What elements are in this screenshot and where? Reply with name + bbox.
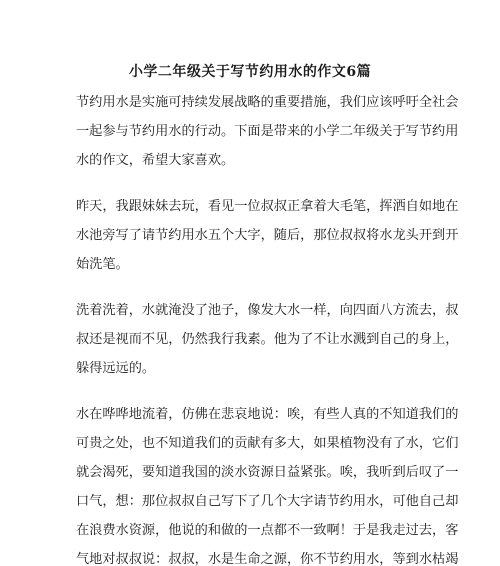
text-line: 气地对叔叔说：叔叔，水是生命之源，你不节约用水，等到水枯竭 — [76, 552, 459, 566]
paragraph-washing — [76, 296, 459, 383]
text-line: 水池旁写了请节约用水五个大字，随后，那位叔叔将水龙头开到开 — [76, 228, 459, 243]
paragraph-yesterday — [76, 192, 459, 279]
text-line: 叔还是视而不见，仍然我行我素。他为了不让水溅到自己的身上， — [76, 332, 459, 347]
text-line: 水的作文，希望大家喜欢。 — [76, 153, 235, 168]
text-line: 可贵之处，也不知道我们的贡献有多大，如果植物没有了水，它们 — [76, 436, 459, 451]
text-line: 水在哗哗地流着，仿佛在悲哀地说：唉，有些人真的不知道我们的 — [76, 407, 459, 422]
text-line: 始洗笔。 — [76, 257, 129, 272]
text-line: 在浪费水资源，他说的和做的一点都不一致啊！于是我走过去，客 — [76, 523, 459, 538]
text-line: 躲得远远的。 — [76, 361, 156, 376]
text-line: 一起参与节约用水的行动。下面是带来的小学二年级关于写节约用 — [76, 124, 459, 139]
text-line: 昨天，我跟妹妹去玩，看见一位叔叔正拿着大毛笔，挥洒自如地在 — [76, 199, 459, 214]
text-line: 口气，想：那位叔叔自己写下了几个大字请节约用水，可他自己却 — [76, 494, 459, 509]
paragraph-water-flowing — [76, 400, 459, 566]
text-line: 洗着洗着，水就淹没了池子，像发大水一样，向四面八方流去，叔 — [76, 303, 459, 318]
document-title: 小学二年级关于写节约用水的作文6篇 — [128, 64, 372, 80]
paragraph-intro — [76, 88, 459, 175]
text-line: 节约用水是实施可持续发展战略的重要措施，我们应该呼吁全社会 — [76, 95, 459, 110]
text-line: 就会渴死，要知道我国的淡水资源日益紧张。唉，我听到后叹了一 — [76, 465, 459, 480]
